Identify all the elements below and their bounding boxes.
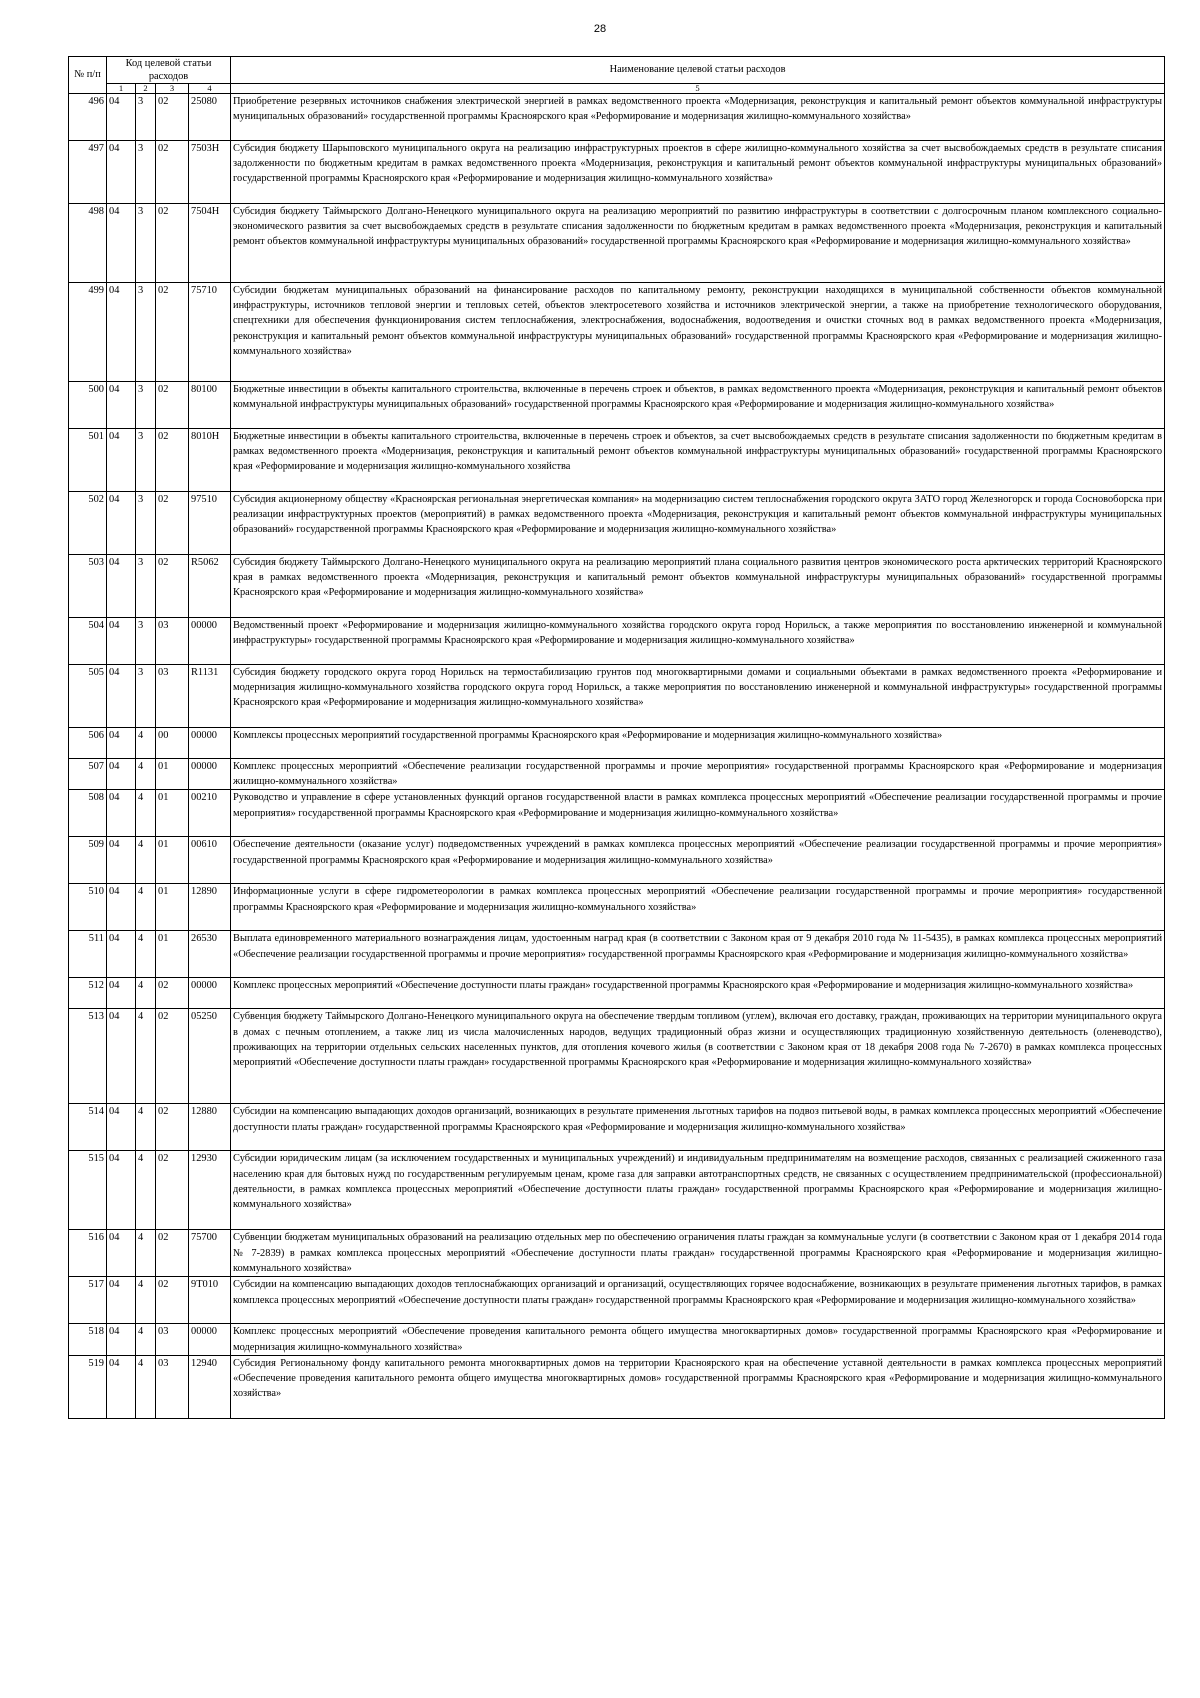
code-part-2: 4 xyxy=(136,884,156,931)
code-part-3: 02 xyxy=(156,1009,189,1104)
article-name: Субсидии юридическим лицам (за исключением государственных и муниципальных учреждений) и индивидуальным предпринимателям на возмещение расходов, связанных с реализацией сжиженного газа населению края для бытовых нужд по государственным регулируемым ценам, кроме газа для заправки автотранспортных средств, не связанных с осуществлением предпринимательской (профессиональной) деятельности, в рамках комплекса процессных мероприятий «Обеспечение доступности платы граждан» государственной программы Красноярского края «Реформирование и модернизация жилищно-коммунального хозяйства» xyxy=(231,1151,1165,1230)
code-part-1: 04 xyxy=(107,931,136,978)
code-part-4: 12890 xyxy=(189,884,231,931)
code-part-4: 00000 xyxy=(189,728,231,759)
code-part-1: 04 xyxy=(107,759,136,790)
code-part-3: 03 xyxy=(156,665,189,728)
code-part-2: 4 xyxy=(136,790,156,837)
code-part-4: R5062 xyxy=(189,555,231,618)
code-part-4: 8010Н xyxy=(189,429,231,492)
table-row xyxy=(69,1009,1165,1104)
table-row xyxy=(69,978,1165,1009)
code-part-2: 4 xyxy=(136,759,156,790)
target-articles-table xyxy=(68,56,1165,1419)
header-row xyxy=(69,57,1165,84)
code-part-2: 4 xyxy=(136,1324,156,1355)
table-row xyxy=(69,141,1165,204)
article-name: Субсидия бюджету Шарыповского муниципального округа на реализацию инфраструктурных проектов в сфере жилищно-коммунального хозяйства за счет высвобождаемых средств в результате списания задолженности по бюджетным кредитам в рамках ведомственного проекта «Модернизация, реконструкция и капитальный ремонт объектов коммунальной инфраструктуры муниципальных образований» государственной программы Красноярского края «Реформирование и модернизация жилищно-коммунального хозяйства» xyxy=(231,141,1165,204)
row-number: 498 xyxy=(69,204,107,283)
code-part-4: 75700 xyxy=(189,1230,231,1277)
row-number: 515 xyxy=(69,1151,107,1230)
code-part-1: 04 xyxy=(107,492,136,555)
table-row xyxy=(69,759,1165,790)
code-part-4: 00000 xyxy=(189,978,231,1009)
code-part-3: 02 xyxy=(156,382,189,429)
code-part-2: 3 xyxy=(136,141,156,204)
code-part-3: 02 xyxy=(156,1230,189,1277)
code-part-1: 04 xyxy=(107,1009,136,1104)
code-part-4: 00000 xyxy=(189,618,231,665)
code-part-1: 04 xyxy=(107,884,136,931)
article-name: Субсидия бюджету Таймырского Долгано-Ненецкого муниципального округа на реализацию мероприятий плана социального развития центров экономического роста арктических территорий Красноярского края в рамках ведомственного проекта «Модернизация, реконструкция и капитальный ремонт объектов коммунальной инфраструктуры муниципальных образований» государственной программы Красноярского края «Реформирование и модернизация жилищно-коммунального хозяйства» xyxy=(231,555,1165,618)
code-part-4: 26530 xyxy=(189,931,231,978)
column-number: 4 xyxy=(189,84,231,94)
code-part-1: 04 xyxy=(107,1324,136,1355)
code-part-3: 01 xyxy=(156,759,189,790)
header-code: Код целевой статьи расходов xyxy=(107,57,231,84)
code-part-4: 9Т010 xyxy=(189,1277,231,1324)
row-number: 514 xyxy=(69,1104,107,1151)
code-part-4: R1131 xyxy=(189,665,231,728)
row-number: 497 xyxy=(69,141,107,204)
row-number: 517 xyxy=(69,1277,107,1324)
code-part-3: 02 xyxy=(156,1104,189,1151)
code-part-3: 02 xyxy=(156,1151,189,1230)
code-part-3: 00 xyxy=(156,728,189,759)
code-part-1: 04 xyxy=(107,429,136,492)
table-row xyxy=(69,728,1165,759)
article-name: Приобретение резервных источников снабжения электрической энергией в рамках ведомственного проекта «Модернизация, реконструкция и капитальный ремонт объектов коммунальной инфраструктуры муниципальных образований» государственной программы Красноярского края «Реформирование и модернизация жилищно-коммунального хозяйства» xyxy=(231,94,1165,141)
code-part-4: 7504Н xyxy=(189,204,231,283)
code-part-1: 04 xyxy=(107,382,136,429)
article-name: Субсидия бюджету Таймырского Долгано-Ненецкого муниципального округа на реализацию мероприятий по развитию инфраструктуры в соответствии с долгосрочным планом комплексного социально-экономического развития за счет высвобождаемых средств в результате списания задолженности по бюджетным кредитам в рамках ведомственного проекта «Модернизация, реконструкция и капитальный ремонт объектов коммунальной инфраструктуры муниципальных образований» государственной программы Красноярского края «Реформирование и модернизация жилищно-коммунального хозяйства» xyxy=(231,204,1165,283)
article-name: Комплекс процессных мероприятий «Обеспечение проведения капитального ремонта общего имущества многоквартирных домов» государственной программы Красноярского края «Реформирование и модернизация жилищно-коммунального хозяйства» xyxy=(231,1324,1165,1355)
code-part-2: 3 xyxy=(136,492,156,555)
table-row xyxy=(69,931,1165,978)
code-part-4: 97510 xyxy=(189,492,231,555)
code-part-4: 12930 xyxy=(189,1151,231,1230)
table-row xyxy=(69,382,1165,429)
row-number: 512 xyxy=(69,978,107,1009)
code-part-3: 02 xyxy=(156,141,189,204)
row-number: 507 xyxy=(69,759,107,790)
code-part-4: 7503Н xyxy=(189,141,231,204)
code-part-2: 3 xyxy=(136,429,156,492)
code-part-4: 00210 xyxy=(189,790,231,837)
table-row xyxy=(69,429,1165,492)
code-part-4: 12880 xyxy=(189,1104,231,1151)
code-part-2: 4 xyxy=(136,978,156,1009)
article-name: Субсидия Региональному фонду капитального ремонта многоквартирных домов на территории Красноярского края на обеспечение уставной деятельности в рамках комплекса процессных мероприятий «Обеспечение проведения капитального ремонта общего имущества многоквартирных домов» государственной программы Красноярского края «Реформирование и модернизация жилищно-коммунального хозяйства» xyxy=(231,1355,1165,1418)
table-row xyxy=(69,492,1165,555)
row-number: 506 xyxy=(69,728,107,759)
column-number: 2 xyxy=(136,84,156,94)
code-part-3: 03 xyxy=(156,1355,189,1418)
article-name: Ведомственный проект «Реформирование и модернизация жилищно-коммунального хозяйства городского округа город Норильск, а также мероприятия по восстановлению инженерной и коммунальной инфраструктуры» государственной программы Красноярского края «Реформирование и модернизация жилищно-коммунального хозяйства» xyxy=(231,618,1165,665)
code-part-3: 02 xyxy=(156,429,189,492)
article-name: Субсидии на компенсацию выпадающих доходов теплоснабжающих организаций и организаций, осуществляющих горячее водоснабжение, возникающих в результате применения льготных тарифов, в рамках комплекса процессных мероприятий «Обеспечение доступности платы граждан» государственной программы Красноярского края «Реформирование и модернизация жилищно-коммунального хозяйства» xyxy=(231,1277,1165,1324)
code-part-3: 03 xyxy=(156,618,189,665)
code-part-2: 3 xyxy=(136,665,156,728)
table-row xyxy=(69,204,1165,283)
header-num: № п/п xyxy=(69,57,107,94)
code-part-2: 4 xyxy=(136,1151,156,1230)
code-part-2: 4 xyxy=(136,1009,156,1104)
article-name: Субсидии бюджетам муниципальных образований на финансирование расходов по капитальному ремонту, реконструкции находящихся в муниципальной собственности объектов коммунальной инфраструктуры, источников тепловой энергии и тепловых сетей, объектов электросетевого хозяйства и источников электрической энергии, а также на приобретение технологического оборудования, спецтехники для обеспечения функционирования систем теплоснабжения, электроснабжения, водоснабжения, водоотведения и очистки сточных вод в рамках ведомственного проекта «Модернизация, реконструкция и капитальный ремонт объектов коммунальной инфраструктуры муниципальных образований» государственной программы Красноярского края «Реформирование и модернизация жилищно-коммунального хозяйства» xyxy=(231,283,1165,382)
row-number: 505 xyxy=(69,665,107,728)
article-name: Информационные услуги в сфере гидрометеорологии в рамках комплекса процессных мероприятий «Обеспечение реализации государственной программы и прочие мероприятия» государственной программы Красноярского края «Реформирование и модернизация жилищно-коммунального хозяйства» xyxy=(231,884,1165,931)
article-name: Комплекс процессных мероприятий «Обеспечение реализации государственной программы и прочие мероприятия» государственной программы Красноярского края «Реформирование и модернизация жилищно-коммунального хозяйства» xyxy=(231,759,1165,790)
table-row xyxy=(69,1151,1165,1230)
table-row xyxy=(69,1104,1165,1151)
row-number: 516 xyxy=(69,1230,107,1277)
row-number: 503 xyxy=(69,555,107,618)
article-name: Субвенция бюджету Таймырского Долгано-Ненецкого муниципального округа на обеспечение твердым топливом (углем), включая его доставку, граждан, проживающих на территории муниципального округа в домах с печным отоплением, а также лиц из числа малочисленных народов, ведущих традиционный образ жизни и осуществляющих традиционную хозяйственную деятельность (оленеводство), проживающих на территории отдельных сельских населенных пунктов, для отопления кочевого жилья (в соответствии с Законом края от 18 декабря 2008 года № 7-2670) в рамках комплекса процессных мероприятий «Обеспечение доступности платы граждан» государственной программы Красноярского края «Реформирование и модернизация жилищно-коммунального хозяйства» xyxy=(231,1009,1165,1104)
code-part-4: 00000 xyxy=(189,1324,231,1355)
code-part-1: 04 xyxy=(107,790,136,837)
row-number: 511 xyxy=(69,931,107,978)
code-part-1: 04 xyxy=(107,1277,136,1324)
code-part-3: 02 xyxy=(156,94,189,141)
row-number: 519 xyxy=(69,1355,107,1418)
code-part-4: 00610 xyxy=(189,837,231,884)
article-name: Субвенции бюджетам муниципальных образований на реализацию отдельных мер по обеспечению ограничения платы граждан за коммунальные услуги (в соответствии с Законом края от 1 декабря 2014 года № 7-2839) в рамках комплекса процессных мероприятий «Обеспечение доступности платы граждан» государственной программы Красноярского края «Реформирование и модернизация жилищно-коммунального хозяйства» xyxy=(231,1230,1165,1277)
code-part-2: 3 xyxy=(136,618,156,665)
header-name: Наименование целевой статьи расходов 5 xyxy=(231,57,1165,94)
code-part-3: 01 xyxy=(156,884,189,931)
table-row xyxy=(69,665,1165,728)
code-part-4: 00000 xyxy=(189,759,231,790)
code-part-2: 4 xyxy=(136,1355,156,1418)
table-body xyxy=(69,94,1165,1419)
code-part-2: 3 xyxy=(136,382,156,429)
row-number: 500 xyxy=(69,382,107,429)
code-part-3: 01 xyxy=(156,931,189,978)
article-name: Комплекс процессных мероприятий «Обеспечение доступности платы граждан» государственной программы Красноярского края «Реформирование и модернизация жилищно-коммунального хозяйства» xyxy=(231,978,1165,1009)
code-part-4: 80100 xyxy=(189,382,231,429)
table-row xyxy=(69,837,1165,884)
table-row xyxy=(69,1230,1165,1277)
table-row xyxy=(69,94,1165,141)
column-number: 3 xyxy=(156,84,189,94)
code-part-4: 05250 xyxy=(189,1009,231,1104)
code-part-2: 3 xyxy=(136,283,156,382)
article-name: Комплексы процессных мероприятий государственной программы Красноярского края «Реформирование и модернизация жилищно-коммунального хозяйства» xyxy=(231,728,1165,759)
article-name: Субсидия акционерному обществу «Красноярская региональная энергетическая компания» на модернизацию систем теплоснабжения городского округа ЗАТО город Железногорск и города Сосновоборска при реализации инфраструктурных проектов (мероприятий) в рамках ведомственного проекта «Модернизация, реконструкция и капитальный ремонт объектов коммунальной инфраструктуры муниципальных образований» государственной программы Красноярского края «Реформирование и модернизация жилищно-коммунального хозяйства» xyxy=(231,492,1165,555)
code-part-3: 02 xyxy=(156,1277,189,1324)
code-part-1: 04 xyxy=(107,1151,136,1230)
code-part-3: 02 xyxy=(156,204,189,283)
table-row xyxy=(69,555,1165,618)
row-number: 502 xyxy=(69,492,107,555)
code-part-3: 02 xyxy=(156,555,189,618)
code-part-1: 04 xyxy=(107,665,136,728)
code-part-4: 25080 xyxy=(189,94,231,141)
article-name: Бюджетные инвестиции в объекты капитального строительства, включенные в перечень строек и объектов, в рамках ведомственного проекта «Модернизация, реконструкция и капитальный ремонт объектов коммунальной инфраструктуры муниципальных образований» государственной программы Красноярского края «Реформирование и модернизация жилищно-коммунального хозяйства» xyxy=(231,382,1165,429)
column-number: 5 xyxy=(231,83,1164,93)
code-part-1: 04 xyxy=(107,1104,136,1151)
code-part-3: 01 xyxy=(156,837,189,884)
article-name: Обеспечение деятельности (оказание услуг) подведомственных учреждений в рамках комплекса процессных мероприятий «Обеспечение реализации государственной программы и прочие мероприятия» государственной программы Красноярского края «Реформирование и модернизация жилищно-коммунального хозяйства» xyxy=(231,837,1165,884)
table-row xyxy=(69,618,1165,665)
code-part-3: 03 xyxy=(156,1324,189,1355)
code-part-3: 01 xyxy=(156,790,189,837)
code-part-1: 04 xyxy=(107,728,136,759)
code-part-2: 3 xyxy=(136,204,156,283)
row-number: 509 xyxy=(69,837,107,884)
code-part-1: 04 xyxy=(107,283,136,382)
code-part-4: 75710 xyxy=(189,283,231,382)
table-row xyxy=(69,283,1165,382)
code-part-1: 04 xyxy=(107,1230,136,1277)
row-number: 496 xyxy=(69,94,107,141)
code-part-1: 04 xyxy=(107,837,136,884)
code-part-2: 4 xyxy=(136,1104,156,1151)
code-part-1: 04 xyxy=(107,555,136,618)
column-number: 1 xyxy=(107,84,136,94)
code-part-2: 3 xyxy=(136,94,156,141)
code-part-1: 04 xyxy=(107,94,136,141)
code-part-2: 4 xyxy=(136,931,156,978)
row-number: 513 xyxy=(69,1009,107,1104)
code-part-2: 3 xyxy=(136,555,156,618)
code-part-4: 12940 xyxy=(189,1355,231,1418)
article-name: Руководство и управление в сфере установленных функций органов государственной власти в рамках комплекса процессных мероприятий «Обеспечение реализации государственной программы и прочие мероприятия» государственной программы Красноярского края «Реформирование и модернизация жилищно-коммунального хозяйства» xyxy=(231,790,1165,837)
table-row xyxy=(69,884,1165,931)
table-row xyxy=(69,790,1165,837)
code-part-3: 02 xyxy=(156,283,189,382)
row-number: 504 xyxy=(69,618,107,665)
code-part-2: 4 xyxy=(136,837,156,884)
article-name: Субсидии на компенсацию выпадающих доходов организаций, возникающих в результате применения льготных тарифов на подвоз питьевой воды, в рамках комплекса процессных мероприятий «Обеспечение доступности платы граждан» государственной программы Красноярского края «Реформирование и модернизация жилищно-коммунального хозяйства» xyxy=(231,1104,1165,1151)
code-part-2: 4 xyxy=(136,1230,156,1277)
code-part-2: 4 xyxy=(136,728,156,759)
row-number: 501 xyxy=(69,429,107,492)
code-part-1: 04 xyxy=(107,1355,136,1418)
code-part-1: 04 xyxy=(107,618,136,665)
code-part-1: 04 xyxy=(107,141,136,204)
code-part-2: 4 xyxy=(136,1277,156,1324)
table-row xyxy=(69,1277,1165,1324)
page-number: 28 xyxy=(593,23,607,35)
table-row xyxy=(69,1324,1165,1355)
row-number: 510 xyxy=(69,884,107,931)
code-part-3: 02 xyxy=(156,492,189,555)
article-name: Бюджетные инвестиции в объекты капитального строительства, включенные в перечень строек и объектов, за счет высвобождаемых средств в результате списания задолженности по бюджетным кредитам в рамках ведомственного проекта «Модернизация, реконструкция и капитальный ремонт объектов коммунальной инфраструктуры муниципальных образований» государственной программы Красноярского края «Реформирование и модернизация жилищно-коммунального хозяйства xyxy=(231,429,1165,492)
code-part-1: 04 xyxy=(107,978,136,1009)
article-name: Субсидия бюджету городского округа город Норильск на термостабилизацию грунтов под многоквартирными домами и социальными объектами в рамках ведомственного проекта «Реформирование и модернизация жилищно-коммунального хозяйства городского округа город Норильск, а также мероприятия по восстановлению инженерной и коммунальной инфраструктуры» государственной программы Красноярского края «Реформирование и модернизация жилищно-коммунального хозяйства» xyxy=(231,665,1165,728)
article-name: Выплата единовременного материального вознаграждения лицам, удостоенным наград края (в соответствии с Законом края от 9 декабря 2010 года № 11-5435), в рамках комплекса процессных мероприятий «Обеспечение реализации государственной программы и прочие мероприятия» государственной программы Красноярского края «Реформирование и модернизация жилищно-коммунального хозяйства» xyxy=(231,931,1165,978)
row-number: 518 xyxy=(69,1324,107,1355)
row-number: 508 xyxy=(69,790,107,837)
table-row xyxy=(69,1355,1165,1418)
code-part-1: 04 xyxy=(107,204,136,283)
row-number: 499 xyxy=(69,283,107,382)
code-part-3: 02 xyxy=(156,978,189,1009)
